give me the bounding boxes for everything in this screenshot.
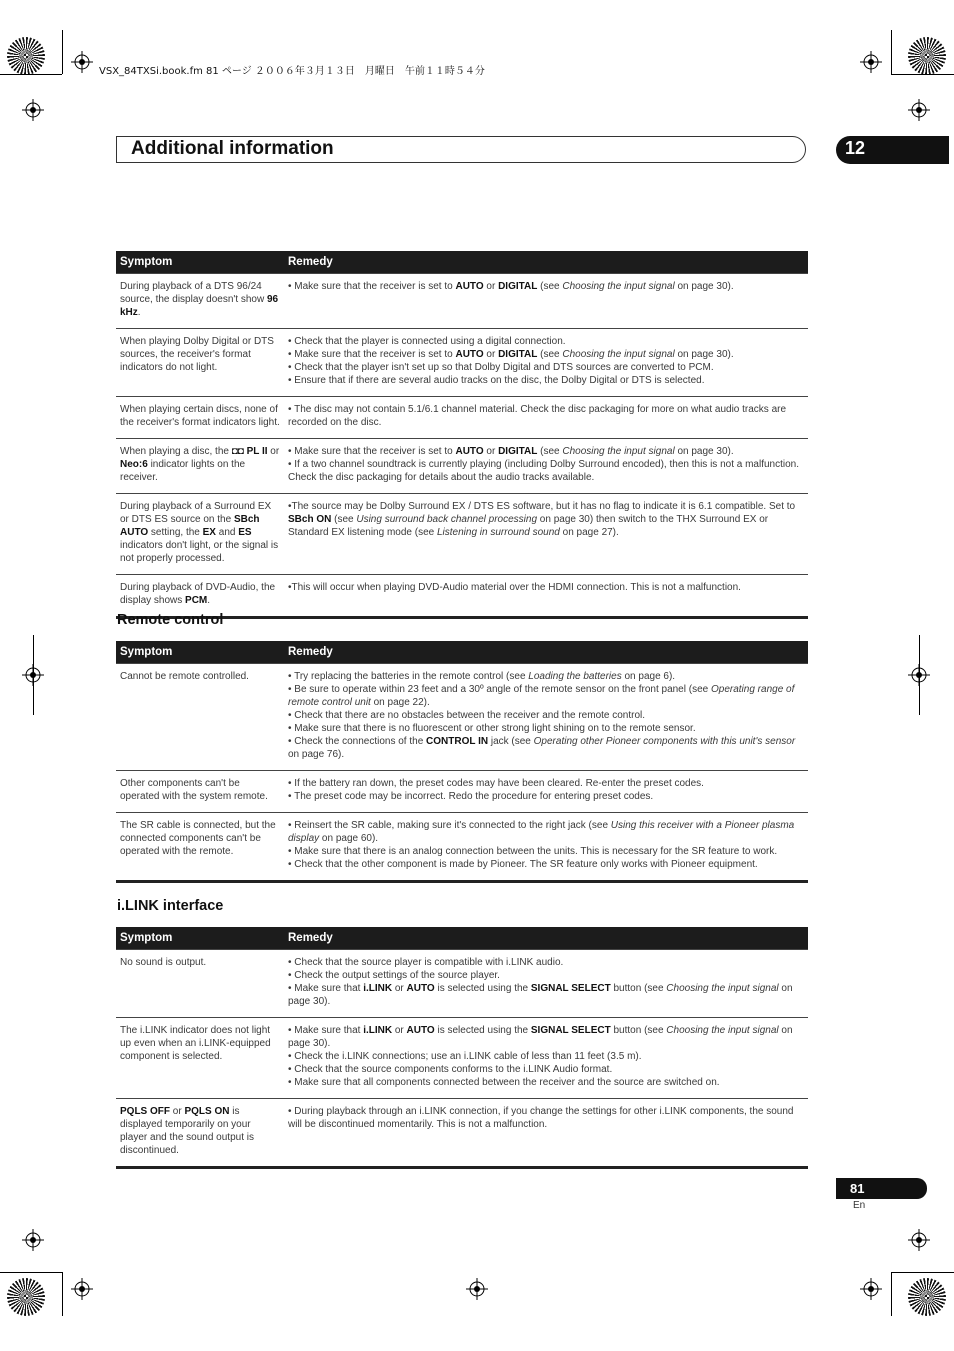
text-run: • Make sure that [288, 1025, 364, 1036]
remedy-item [288, 500, 804, 539]
text-run: is displayed temporarily on your player and the sound output is discontinued. [120, 1106, 254, 1156]
remedy-cell [284, 664, 808, 771]
language-label: En [853, 1200, 866, 1211]
crosshair-icon [71, 51, 93, 73]
text-run: on page 30). [288, 983, 793, 1007]
text-run: • If a two channel soundtrack is currently playing (including Dolby Surround encoded), then this is not a malfunction. Check the disc packaging for details about the audio tracks available. [288, 459, 800, 483]
bold-term: PQLS OFF [120, 1106, 170, 1117]
bold-term: Neo:6 [120, 459, 148, 470]
column-header-symptom: Symptom [116, 251, 284, 274]
text-run: is selected using the [434, 1025, 531, 1036]
table-row [116, 329, 808, 397]
text-run: • Make sure that there is no fluorescent or other strong light shining on to the remote sensor. [288, 723, 696, 734]
symptom-cell [116, 664, 284, 771]
column-header-symptom: Symptom [116, 641, 284, 664]
table-row [116, 1099, 808, 1168]
text-run: or [392, 983, 407, 994]
crosshair-icon [860, 51, 882, 73]
text-run: and [215, 527, 239, 538]
table-row [116, 1018, 808, 1099]
remedy-item [288, 348, 804, 361]
text-run: • If the battery ran down, the preset codes may have been cleared. Re-enter the preset codes. [288, 778, 704, 789]
bold-term: AUTO [406, 1025, 435, 1036]
bold-term: AUTO [455, 349, 484, 360]
text-run: Other components can't be operated with the system remote. [120, 778, 268, 802]
remedy-item [288, 1105, 804, 1131]
text-run: • Check that the player isn't set up so that Dolby Digital and DTS sources are converted to PCM. [288, 362, 714, 373]
remedy-item [288, 581, 804, 594]
text-run: • Make sure that all components connected between the receiver and the source are switched on. [288, 1077, 720, 1088]
text-run: on page 30). [674, 446, 734, 457]
table-header-row [116, 927, 808, 950]
text-run: • Make sure that the receiver is set to [288, 349, 456, 360]
remedy-item [288, 790, 804, 803]
crop-line [0, 1272, 62, 1273]
symptom-cell [116, 494, 284, 575]
bold-term: PQLS ON [184, 1106, 230, 1117]
remedy-item [288, 335, 804, 348]
table-row [116, 950, 808, 1018]
chapter-number: 12 [845, 138, 866, 158]
cross-reference: Listening in surround sound [436, 527, 560, 538]
text-run: or [170, 1106, 185, 1117]
text-run: on page 30). [288, 1025, 793, 1049]
text-run: setting, the [148, 527, 203, 538]
text-run: • Check that the source player is compatible with i.LINK audio. [288, 957, 564, 968]
remedy-cell [284, 274, 808, 329]
text-run: The SR cable is connected, but the connected components can't be operated with the remote. [120, 820, 276, 857]
text-run: • Check that the player is connected using a digital connection. [288, 336, 566, 347]
crop-line [0, 74, 62, 75]
remedy-item [288, 1063, 804, 1076]
text-run: or [483, 281, 499, 292]
text-run: • Make sure that the receiver is set to [288, 446, 456, 457]
text-run: (see [331, 514, 357, 525]
remedy-item [288, 1050, 804, 1063]
page-title: Additional information [131, 138, 334, 159]
text-run: During playback of a Surround EX or DTS ES source on the [120, 501, 272, 525]
text-run: button (see [610, 1025, 667, 1036]
remedy-item [288, 735, 804, 761]
text-run: • During playback through an i.LINK connection, if you change the settings for other i.LINK components, the sound will be discontinued momentarily. This is not a malfunction. [288, 1106, 794, 1130]
registration-star-icon [7, 37, 45, 75]
cross-reference: Choosing the input signal [666, 983, 779, 994]
column-header-symptom: Symptom [116, 927, 284, 950]
table-row [116, 274, 808, 329]
bold-term: ◘◘ PL II [231, 446, 268, 457]
troubleshooting-table-audio [116, 251, 808, 619]
table-row [116, 439, 808, 494]
remedy-item [288, 819, 804, 845]
text-run: • Check that the source components conforms to the i.LINK Audio format. [288, 1064, 613, 1075]
text-run: During playback of DVD-Audio, the display shows [120, 582, 276, 606]
remedy-cell [284, 771, 808, 813]
text-run: No sound is output. [120, 957, 207, 968]
text-run: •The source may be Dolby Surround EX / DTS ES software, but it has no flag to indicate it is 6.1 compatible. Set to [288, 501, 796, 512]
chapter-tab [836, 136, 949, 164]
remedy-item [288, 374, 804, 387]
remedy-item [288, 858, 804, 871]
text-run: During playback of a DTS 96/24 source, the display doesn't show [120, 281, 267, 305]
crosshair-icon [908, 1229, 930, 1251]
crop-line [891, 1272, 954, 1273]
table-header-row [116, 251, 808, 274]
symptom-cell [116, 439, 284, 494]
text-run: indicator lights on the receiver. [120, 459, 246, 483]
text-run: • Make sure that there is an analog connection between the units. This is necessary for the SR feature to work. [288, 846, 778, 857]
remedy-item [288, 458, 804, 484]
remedy-cell [284, 813, 808, 882]
text-run: • Make sure that [288, 983, 364, 994]
text-run: on page 30) then switch to the THX Surround EX or Standard EX listening mode (see [288, 514, 769, 538]
remedy-item [288, 845, 804, 858]
bold-term: SIGNAL SELECT [530, 983, 611, 994]
text-run: . [137, 307, 141, 318]
text-run: Cannot be remote controlled. [120, 671, 249, 682]
text-run: •This will occur when playing DVD-Audio material over the HDMI connection. This is not a malfunction. [288, 582, 741, 593]
text-run: • Reinsert the SR cable, making sure it's connected to the right jack (see [288, 820, 611, 831]
text-run: is selected using the [434, 983, 531, 994]
crosshair-icon [860, 1278, 882, 1300]
table-row [116, 397, 808, 439]
text-run: (see [537, 446, 563, 457]
bold-term: i.LINK [363, 1025, 393, 1036]
text-run: • Check that the other component is made by Pioneer. The SR feature only works with Pioneer equipment. [288, 859, 758, 870]
section-heading-remote-control: Remote control [117, 612, 224, 628]
text-run: button (see [610, 983, 667, 994]
symptom-cell [116, 397, 284, 439]
text-run: When playing a disc, the [120, 446, 232, 457]
crop-line [33, 635, 34, 715]
remedy-item [288, 709, 804, 722]
remedy-item [288, 361, 804, 374]
troubleshooting-table-ilink [116, 927, 808, 1169]
text-run: on page 76). [288, 749, 345, 760]
remedy-item [288, 777, 804, 790]
cross-reference: Choosing the input signal [562, 281, 675, 292]
bold-term: EX [202, 527, 216, 538]
crosshair-icon [22, 99, 44, 121]
remedy-item [288, 722, 804, 735]
troubleshooting-table-remote [116, 641, 808, 883]
remedy-item [288, 280, 804, 293]
text-run: or [483, 349, 499, 360]
text-run: (see [537, 281, 563, 292]
bold-term: SBch AUTO [120, 514, 260, 538]
text-run: or [267, 446, 280, 457]
table-header-row [116, 641, 808, 664]
crop-line [891, 30, 892, 74]
remedy-item [288, 403, 804, 429]
file-header: VSX_84TXSi.book.fm 81 ページ ２００６年３月１３日 月曜日 午前１１時５４分 [99, 66, 485, 77]
bold-term: DIGITAL [498, 281, 538, 292]
crop-line [891, 1272, 892, 1316]
bold-term: SIGNAL SELECT [530, 1025, 611, 1036]
symptom-cell [116, 950, 284, 1018]
bold-term: PCM [185, 595, 208, 606]
bold-term: DIGITAL [498, 349, 538, 360]
remedy-item [288, 1076, 804, 1089]
text-run: • Ensure that if there are several audio tracks on the disc, the Dolby Digital or DTS is selected. [288, 375, 705, 386]
table-row [116, 494, 808, 575]
table-row [116, 813, 808, 882]
remedy-item [288, 683, 804, 709]
crosshair-icon [466, 1278, 488, 1300]
bold-term: CONTROL IN [426, 736, 489, 747]
remedy-cell [284, 950, 808, 1018]
page-number: 81 [850, 1181, 865, 1196]
text-run: The i.LINK indicator does not light up even when an i.LINK-equipped component is selected. [120, 1025, 271, 1062]
bold-term: ES [238, 527, 252, 538]
crosshair-icon [22, 1229, 44, 1251]
symptom-cell [116, 1099, 284, 1168]
symptom-cell [116, 771, 284, 813]
symptom-cell [116, 813, 284, 882]
registration-star-icon [908, 1278, 946, 1316]
text-run: on page 30). [674, 349, 734, 360]
text-run: or [483, 446, 499, 457]
text-run: (see [537, 349, 563, 360]
text-run: • Check the output settings of the source player. [288, 970, 500, 981]
text-run: When playing certain discs, none of the receiver's format indicators light. [120, 404, 280, 428]
cross-reference: Choosing the input signal [562, 349, 675, 360]
text-run: • Check that there are no obstacles between the receiver and the remote control. [288, 710, 646, 721]
remedy-item [288, 982, 804, 1008]
text-run: • Try replacing the batteries in the remote control (see [288, 671, 529, 682]
remedy-item [288, 969, 804, 982]
text-run: on page 30). [674, 281, 734, 292]
symptom-cell [116, 274, 284, 329]
text-run: • Check the i.LINK connections; use an i.LINK cable of less than 11 feet (3.5 m). [288, 1051, 642, 1062]
remedy-cell [284, 329, 808, 397]
text-run: • Make sure that the receiver is set to [288, 281, 456, 292]
section-heading-ilink: i.LINK interface [117, 898, 224, 914]
symptom-cell [116, 329, 284, 397]
page-number-tab [836, 1178, 927, 1199]
title-bar [116, 136, 806, 163]
cross-reference: Using this receiver with a Pioneer plasma display [288, 820, 795, 844]
crop-line [891, 74, 954, 75]
column-header-remedy: Remedy [284, 251, 808, 274]
remedy-item [288, 956, 804, 969]
bold-term: i.LINK [363, 983, 393, 994]
text-run: • Be sure to operate within 23 feet and a 30º angle of the remote sensor on the front panel (see [288, 684, 711, 695]
table-row [116, 664, 808, 771]
text-run: on page 27). [559, 527, 619, 538]
remedy-item [288, 445, 804, 458]
remedy-cell [284, 1099, 808, 1168]
table-row [116, 771, 808, 813]
crop-line [62, 1272, 63, 1316]
remedy-cell [284, 397, 808, 439]
remedy-item [288, 1024, 804, 1050]
cross-reference: Choosing the input signal [562, 446, 675, 457]
cross-reference: Operating range of remote control unit [288, 684, 795, 708]
cross-reference: Loading the batteries [528, 671, 622, 682]
text-run: indicators don't light, or the signal is not properly processed. [120, 540, 279, 564]
crosshair-icon [71, 1278, 93, 1300]
column-header-remedy: Remedy [284, 927, 808, 950]
remedy-cell [284, 439, 808, 494]
cross-reference: Operating other Pioneer components with this unit's sensor [533, 736, 796, 747]
crop-line [62, 30, 63, 74]
registration-star-icon [908, 37, 946, 75]
remedy-item [288, 670, 804, 683]
text-run: on page 22). [370, 697, 430, 708]
text-run: . [207, 595, 211, 606]
crop-line [919, 635, 920, 715]
bold-term: DIGITAL [498, 446, 538, 457]
crosshair-icon [908, 99, 930, 121]
text-run: • The disc may not contain 5.1/6.1 channel material. Check the disc packaging for more on what audio tracks are recorded on the disc. [288, 404, 787, 428]
bold-term: AUTO [455, 446, 484, 457]
registration-star-icon [7, 1278, 45, 1316]
text-run: on page 6). [621, 671, 676, 682]
bold-term: 96 kHz [120, 294, 279, 318]
text-run: • Check the connections of the [288, 736, 427, 747]
cross-reference: Choosing the input signal [666, 1025, 779, 1036]
cross-reference: Using surround back channel processing [356, 514, 538, 525]
bold-term: AUTO [406, 983, 435, 994]
text-run: jack (see [488, 736, 534, 747]
column-header-remedy: Remedy [284, 641, 808, 664]
remedy-cell [284, 1018, 808, 1099]
text-run: or [392, 1025, 407, 1036]
text-run: When playing Dolby Digital or DTS sources, the receiver's format indicators do not light. [120, 336, 274, 373]
remedy-cell [284, 575, 808, 618]
bold-term: SBch ON [288, 514, 332, 525]
bold-term: AUTO [455, 281, 484, 292]
text-run: • The preset code may be incorrect. Redo the procedure for entering preset codes. [288, 791, 654, 802]
text-run: on page 60). [319, 833, 379, 844]
remedy-cell [284, 494, 808, 575]
symptom-cell [116, 1018, 284, 1099]
